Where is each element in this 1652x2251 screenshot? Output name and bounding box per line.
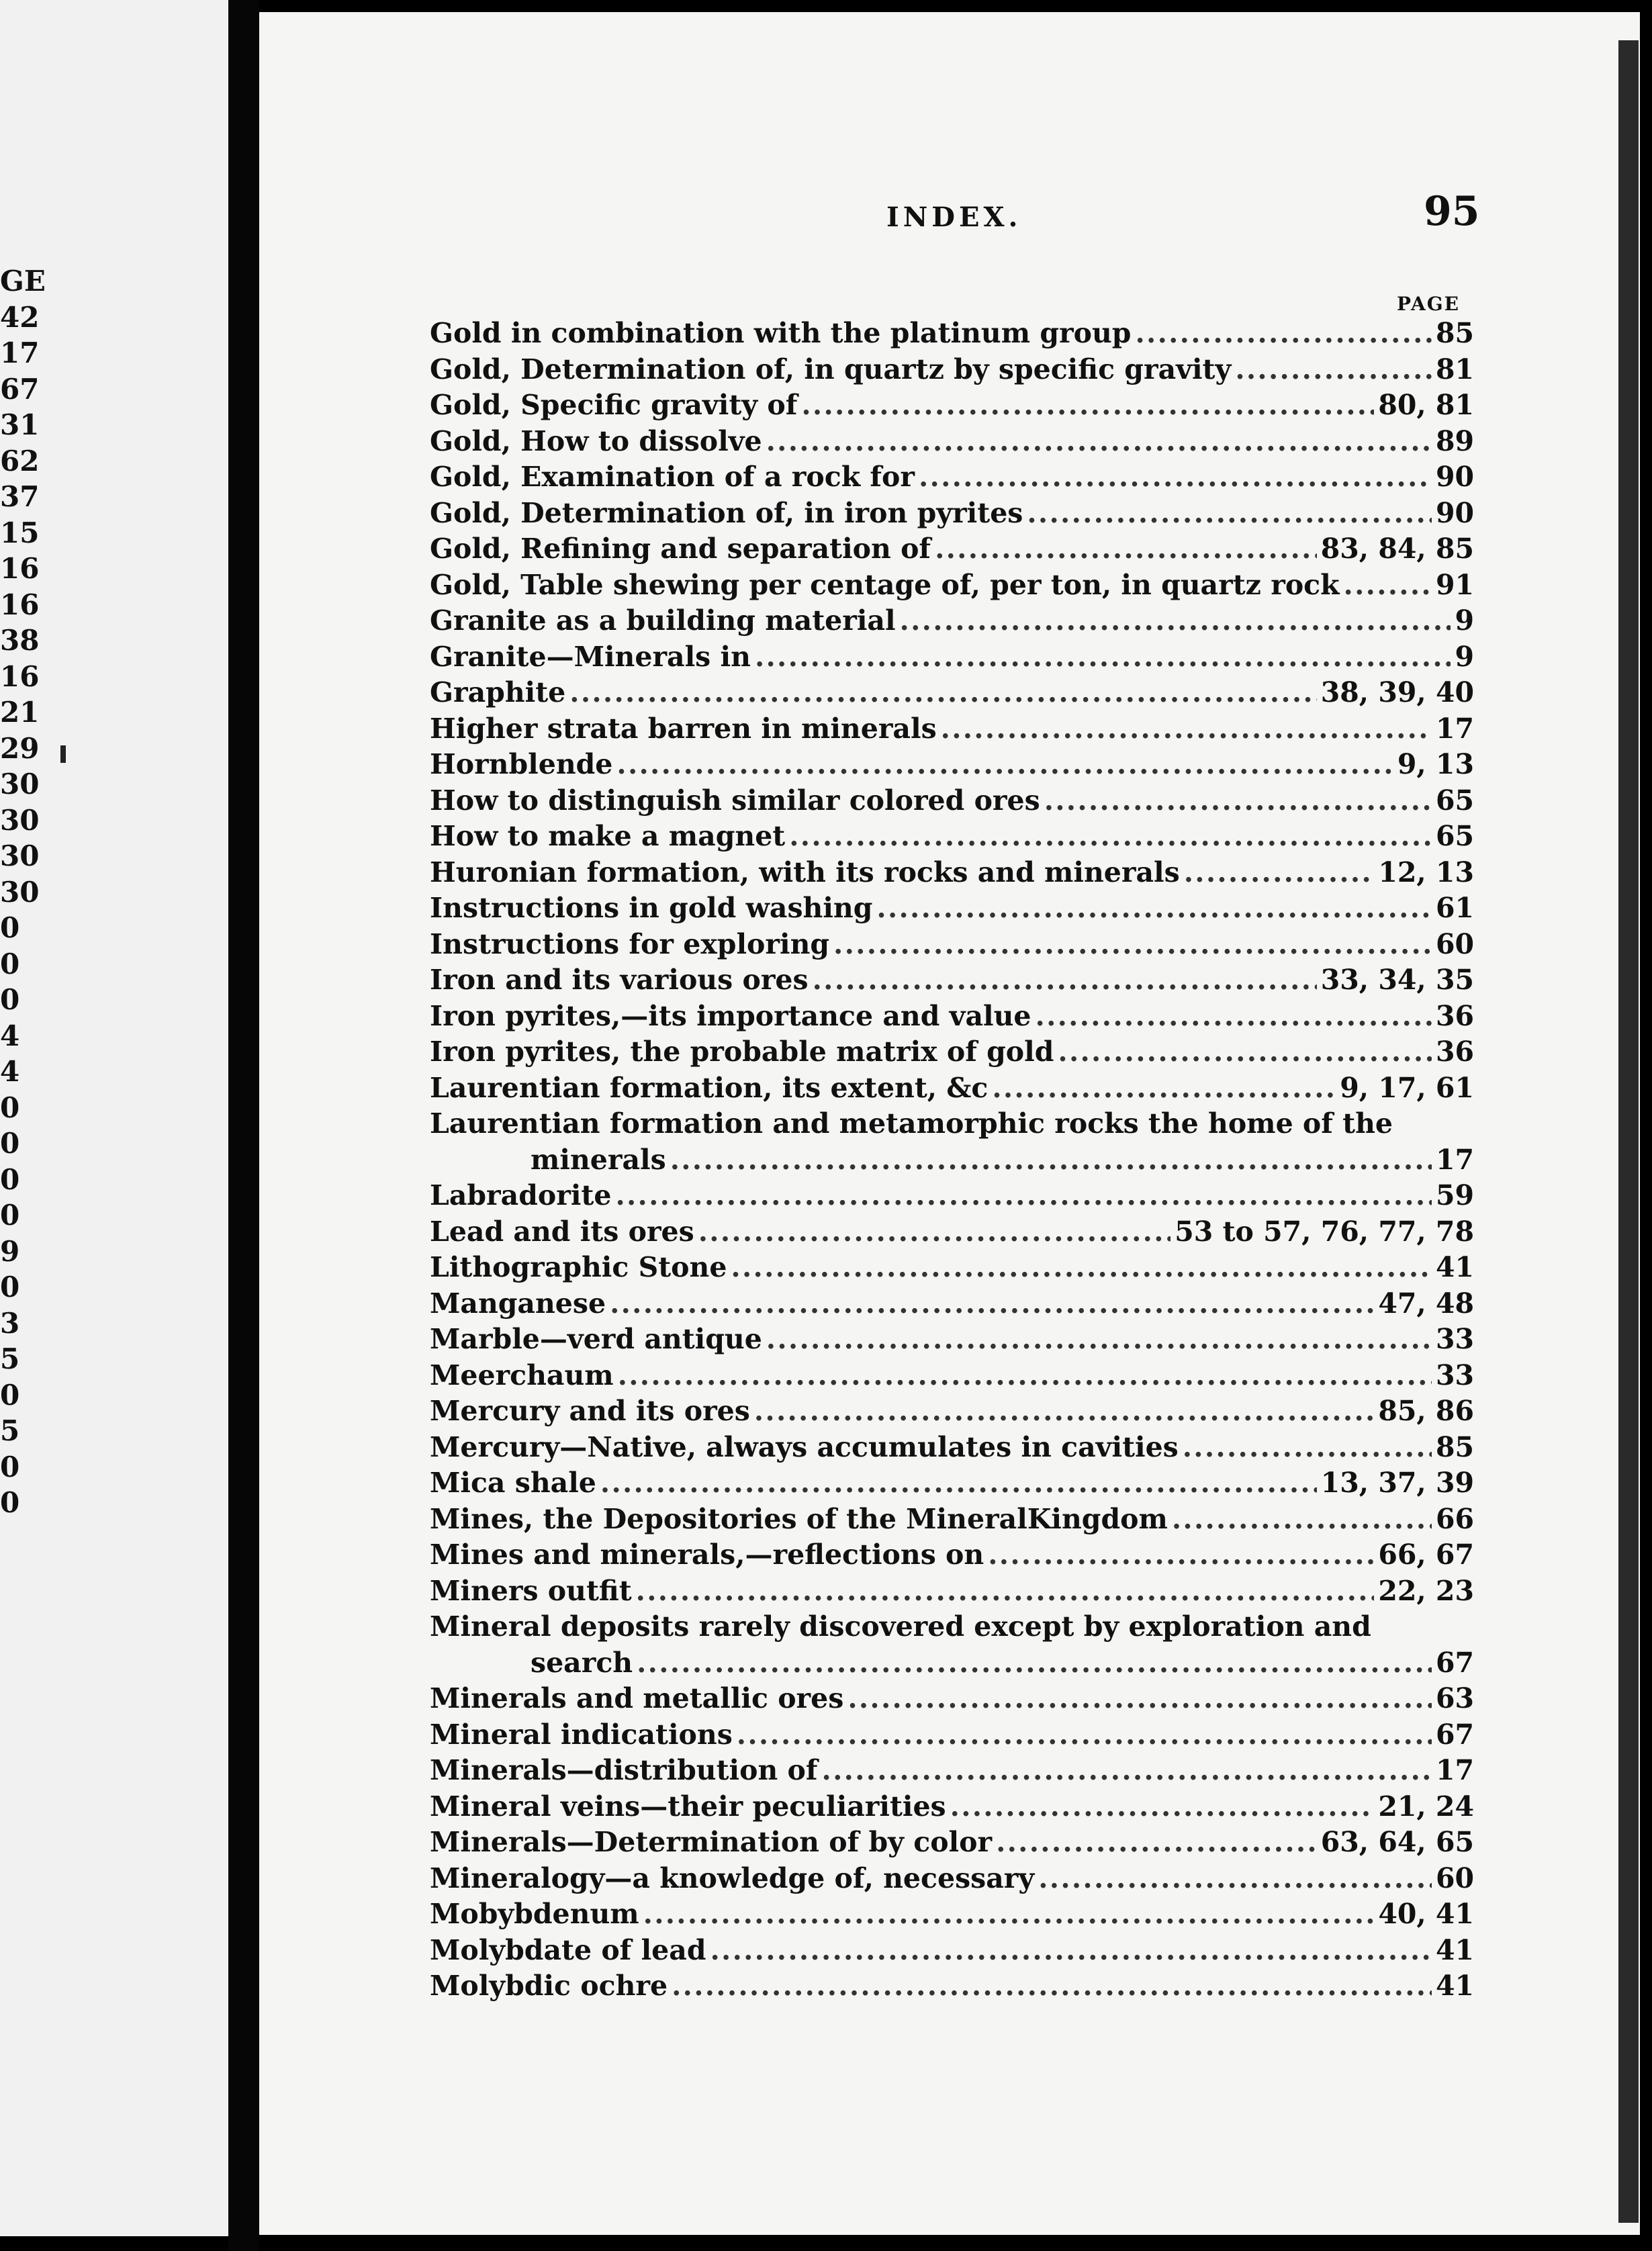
entry-pages: 17 — [1435, 1754, 1474, 1786]
dot-leader — [766, 1322, 1432, 1358]
dot-leader — [988, 1537, 1374, 1573]
facing-page-number: 62 — [0, 447, 40, 475]
entry-pages: 33 — [1435, 1323, 1474, 1355]
facing-page-number: 30 — [0, 770, 40, 798]
dot-leader — [1135, 316, 1431, 352]
entry-text: Minerals—distribution of — [430, 1754, 818, 1786]
index-entry — [430, 1034, 1474, 1070]
dot-leader — [569, 675, 1316, 711]
index-entries — [430, 316, 1474, 2005]
dot-leader — [737, 1717, 1432, 1753]
entry-pages: 9, 13 — [1397, 748, 1474, 780]
entry-continuation: search — [531, 1646, 633, 1679]
dot-leader — [731, 1250, 1432, 1286]
index-entry — [430, 999, 1474, 1035]
entry-text: Laurentian formation and metamorphic rocks the home of the — [430, 1107, 1393, 1140]
entry-text: Marble—verd antique — [430, 1323, 762, 1355]
index-entry — [430, 316, 1474, 352]
entry-text: How to make a magnet — [430, 820, 786, 852]
facing-page-number: 30 — [0, 806, 40, 835]
entry-pages: 85 — [1435, 1430, 1474, 1463]
entry-text: Mercury—Native, always accumulates in cavities — [430, 1430, 1179, 1463]
index-entry — [430, 747, 1474, 783]
entry-text: Manganese — [430, 1287, 606, 1320]
dot-leader — [1044, 783, 1432, 819]
entry-text: Mica shale — [430, 1467, 596, 1499]
dot-leader — [766, 424, 1432, 460]
facing-page-number: 5 — [0, 1345, 20, 1373]
entry-pages: 53 to 57, 76, 77, 78 — [1175, 1215, 1474, 1248]
entry-pages: 66 — [1435, 1502, 1474, 1535]
index-entry — [430, 1537, 1474, 1573]
dot-leader — [1344, 567, 1432, 604]
index-entry — [430, 1573, 1474, 1610]
entry-pages: 90 — [1435, 461, 1474, 493]
facing-page-number: 16 — [0, 662, 40, 691]
entry-text: Higher strata barren in minerals — [430, 712, 937, 745]
dot-leader — [847, 1681, 1432, 1717]
entry-pages: 12, 13 — [1378, 856, 1474, 888]
facing-page-number: 16 — [0, 590, 40, 619]
entry-pages: 41 — [1435, 1251, 1474, 1283]
dot-leader — [876, 890, 1432, 927]
facing-page-number: 9 — [0, 1237, 20, 1266]
index-entry — [430, 1968, 1474, 2005]
entry-pages: 60 — [1435, 927, 1474, 960]
index-entry — [430, 962, 1474, 999]
entry-pages: 33, 34, 35 — [1320, 964, 1474, 996]
entry-text: Molybdate of lead — [430, 1933, 706, 1966]
facing-page-number: 0 — [0, 1381, 20, 1410]
entry-text: Lithographic Stone — [430, 1251, 727, 1283]
facing-page-number: 0 — [0, 1130, 20, 1158]
index-entry — [430, 1106, 1474, 1178]
entry-pages: 36 — [1435, 999, 1474, 1032]
entry-pages: 9 — [1455, 640, 1474, 673]
index-entry — [430, 1753, 1474, 1789]
facing-page-number: 16 — [0, 555, 40, 583]
facing-page-number: 17 — [0, 339, 40, 367]
index-entry — [430, 1430, 1474, 1466]
index-entry — [430, 1717, 1474, 1753]
index-entry — [430, 675, 1474, 711]
entry-text: Gold, Table shewing per centage of, per ton, in quartz rock — [430, 568, 1340, 601]
entry-text: Huronian formation, with its rocks and minerals — [430, 856, 1180, 888]
dot-leader — [615, 1178, 1431, 1214]
index-entry — [430, 1933, 1474, 1969]
page-edge — [1618, 40, 1639, 2223]
index-entry — [430, 603, 1474, 639]
dot-leader — [1235, 352, 1432, 388]
entry-text: Gold, Specific gravity of — [430, 389, 798, 421]
dot-leader — [1172, 1502, 1432, 1538]
entry-text: Iron and its various ores — [430, 964, 809, 996]
entry-text: How to distinguish similar colored ores — [430, 784, 1040, 817]
entry-pages: 63, 64, 65 — [1320, 1826, 1474, 1858]
entry-pages: 41 — [1435, 1933, 1474, 1966]
facing-page-number: 0 — [0, 1273, 20, 1301]
index-entry — [430, 1896, 1474, 1933]
entry-text: Mineral veins—their peculiarities — [430, 1790, 946, 1823]
dot-leader — [637, 1645, 1432, 1682]
entry-pages: 85, 86 — [1378, 1395, 1474, 1427]
facing-page-number: 29 — [0, 734, 40, 763]
page-number: 95 — [1424, 188, 1480, 235]
entry-text: Instructions for exploring — [430, 927, 830, 960]
index-entry — [430, 424, 1474, 460]
dot-leader — [992, 1070, 1336, 1107]
index-entry — [430, 1861, 1474, 1897]
book-gutter — [228, 0, 259, 2251]
facing-page-number: 0 — [0, 1093, 20, 1122]
dot-leader — [1027, 496, 1432, 532]
dot-leader — [610, 1286, 1374, 1322]
index-entry — [430, 639, 1474, 676]
entry-pages: 36 — [1435, 1036, 1474, 1068]
entry-text: Mineralogy—a knowledge of, necessary — [430, 1862, 1035, 1894]
entry-text: Minerals—Determination of by color — [430, 1826, 993, 1858]
entry-pages: 65 — [1435, 784, 1474, 817]
entry-text: Gold, Refining and separation of — [430, 533, 931, 565]
entry-pages: 38, 39, 40 — [1320, 676, 1474, 708]
index-entry — [430, 711, 1474, 747]
index-entry — [430, 855, 1474, 891]
index-entry — [430, 1609, 1474, 1681]
index-entry — [430, 1322, 1474, 1358]
facing-page-number: 0 — [0, 1201, 20, 1230]
index-entry — [430, 1789, 1474, 1825]
index-entry — [430, 531, 1474, 567]
entry-pages: 40, 41 — [1378, 1898, 1474, 1930]
dot-leader — [1036, 999, 1432, 1035]
entry-pages: 63 — [1435, 1682, 1474, 1714]
facing-page-number: 37 — [0, 483, 40, 511]
facing-page-number: GE — [0, 267, 46, 295]
dot-leader — [996, 1825, 1317, 1861]
index-entry — [430, 1214, 1474, 1250]
index-entry — [430, 783, 1474, 819]
index-entry — [430, 352, 1474, 388]
entry-text: Laurentian formation, its extent, &c — [430, 1071, 989, 1104]
facing-page-number: 30 — [0, 878, 40, 907]
dot-leader — [900, 603, 1451, 639]
entry-text: Iron pyrites, the probable matrix of gold — [430, 1036, 1054, 1068]
entry-pages: 9, 17, 61 — [1340, 1071, 1474, 1104]
entry-text: Gold in combination with the platinum group — [430, 317, 1132, 349]
index-entry — [430, 1502, 1474, 1538]
facing-page-number: 67 — [0, 375, 40, 404]
entry-text: Mineral indications — [430, 1718, 733, 1751]
index-entry — [430, 459, 1474, 496]
dot-leader — [833, 927, 1432, 963]
entry-pages: 66, 67 — [1378, 1538, 1474, 1571]
entry-continuation: minerals — [531, 1143, 666, 1176]
entry-text: Gold, How to dissolve — [430, 424, 762, 457]
facing-page-number: 38 — [0, 627, 40, 655]
entry-pages: 85 — [1435, 317, 1474, 349]
index-entry — [430, 1178, 1474, 1214]
entry-text: Miners outfit — [430, 1574, 632, 1607]
entry-text: Mobybdenum — [430, 1898, 639, 1930]
dot-leader — [670, 1142, 1432, 1179]
entry-pages: 17 — [1435, 1143, 1474, 1176]
entry-pages: 65 — [1435, 820, 1474, 852]
dot-leader — [755, 639, 1451, 676]
dot-leader — [950, 1789, 1375, 1825]
facing-page-number: 0 — [0, 1453, 20, 1481]
dot-leader — [941, 711, 1432, 747]
entry-text: Instructions in gold washing — [430, 892, 873, 924]
index-entry — [430, 927, 1474, 963]
facing-page-number: 3 — [0, 1309, 20, 1338]
dot-leader — [672, 1968, 1432, 2005]
dot-leader — [1038, 1861, 1432, 1897]
entry-text: Graphite — [430, 676, 566, 708]
facing-page-number: 4 — [0, 1058, 20, 1086]
entry-pages: 61 — [1435, 892, 1474, 924]
entry-text: Gold, Determination of, in iron pyrites — [430, 496, 1023, 529]
entry-pages: 41 — [1435, 1970, 1474, 2002]
page-column-label: PAGE — [1397, 293, 1460, 315]
dot-leader — [1183, 1430, 1432, 1466]
facing-page-number: 0 — [0, 1165, 20, 1194]
entry-text: Mines and minerals,—reflections on — [430, 1538, 984, 1571]
facing-page-number: 21 — [0, 698, 40, 727]
facing-page-number: 5 — [0, 1417, 20, 1445]
entry-text: Mines, the Depositories of the MineralKingdom — [430, 1502, 1168, 1535]
entry-text: Labradorite — [430, 1179, 612, 1211]
entry-text: Gold, Determination of, in quartz by specific gravity — [430, 353, 1232, 385]
index-entry — [430, 1286, 1474, 1322]
dot-leader — [1184, 855, 1375, 891]
dot-leader — [698, 1214, 1171, 1250]
entry-text: Molybdic ochre — [430, 1970, 668, 2002]
index-entry — [430, 387, 1474, 424]
entry-pages: 22, 23 — [1378, 1574, 1474, 1607]
entry-text: Gold, Examination of a rock for — [430, 461, 915, 493]
index-entry — [430, 567, 1474, 604]
index-entry — [430, 1465, 1474, 1502]
facing-page — [0, 0, 232, 2236]
entry-text: Granite as a building material — [430, 604, 896, 637]
entry-pages: 90 — [1435, 496, 1474, 529]
facing-page-number: 0 — [0, 986, 20, 1014]
index-entry — [430, 1825, 1474, 1861]
index-entry — [430, 1681, 1474, 1717]
index-entry — [430, 890, 1474, 927]
entry-text: Mercury and its ores — [430, 1395, 750, 1427]
entry-text: Minerals and metallic ores — [430, 1682, 844, 1714]
dot-leader — [616, 747, 1393, 783]
dot-leader — [710, 1933, 1431, 1969]
facing-page-number: 4 — [0, 1021, 20, 1050]
facing-page-number: 15 — [0, 518, 40, 547]
entry-pages: 89 — [1435, 424, 1474, 457]
entry-pages: 80, 81 — [1378, 389, 1474, 421]
entry-pages: 47, 48 — [1378, 1287, 1474, 1320]
dot-leader — [822, 1753, 1432, 1789]
entry-text: Mineral deposits rarely discovered except by exploration and — [430, 1610, 1371, 1643]
index-entry — [430, 1070, 1474, 1107]
index-entry — [430, 1358, 1474, 1394]
page-title: INDEX. — [886, 201, 1022, 233]
entry-pages: 17 — [1435, 712, 1474, 745]
entry-text: Meerchaum — [430, 1359, 614, 1391]
dot-leader — [801, 387, 1374, 424]
ink-mark — [60, 745, 66, 763]
facing-page-number: 0 — [0, 914, 20, 942]
index-entry — [430, 819, 1474, 855]
dot-leader — [754, 1393, 1374, 1430]
dot-leader — [789, 819, 1432, 855]
entry-pages: 91 — [1435, 568, 1474, 601]
entry-text: Iron pyrites,—its importance and value — [430, 999, 1031, 1032]
index-entry — [430, 1250, 1474, 1286]
entry-pages: 60 — [1435, 1862, 1474, 1894]
facing-page-number: 30 — [0, 842, 40, 870]
index-entry — [430, 496, 1474, 532]
dot-leader — [643, 1896, 1375, 1933]
dot-leader — [813, 962, 1317, 999]
entry-pages: 33 — [1435, 1359, 1474, 1391]
dot-leader — [600, 1465, 1317, 1502]
entry-text: Hornblende — [430, 748, 613, 780]
entry-pages: 21, 24 — [1378, 1790, 1474, 1823]
entry-pages: 13, 37, 39 — [1320, 1467, 1474, 1499]
facing-page-number: 42 — [0, 303, 40, 332]
entry-pages: 67 — [1435, 1718, 1474, 1751]
dot-leader — [636, 1573, 1375, 1610]
facing-page-number: 0 — [0, 1489, 20, 1517]
entry-text: Granite—Minerals in — [430, 640, 751, 673]
dot-leader — [919, 459, 1432, 496]
entry-text: Lead and its ores — [430, 1215, 694, 1248]
entry-pages: 81 — [1435, 353, 1474, 385]
facing-page-number: 0 — [0, 950, 20, 978]
facing-page-number: 31 — [0, 411, 40, 439]
entry-pages: 9 — [1455, 604, 1474, 637]
dot-leader — [935, 531, 1317, 567]
index-entry — [430, 1393, 1474, 1430]
entry-pages: 83, 84, 85 — [1320, 533, 1474, 565]
entry-pages: 59 — [1435, 1179, 1474, 1211]
dot-leader — [618, 1358, 1432, 1394]
dot-leader — [1058, 1034, 1432, 1070]
entry-pages: 67 — [1435, 1646, 1474, 1679]
